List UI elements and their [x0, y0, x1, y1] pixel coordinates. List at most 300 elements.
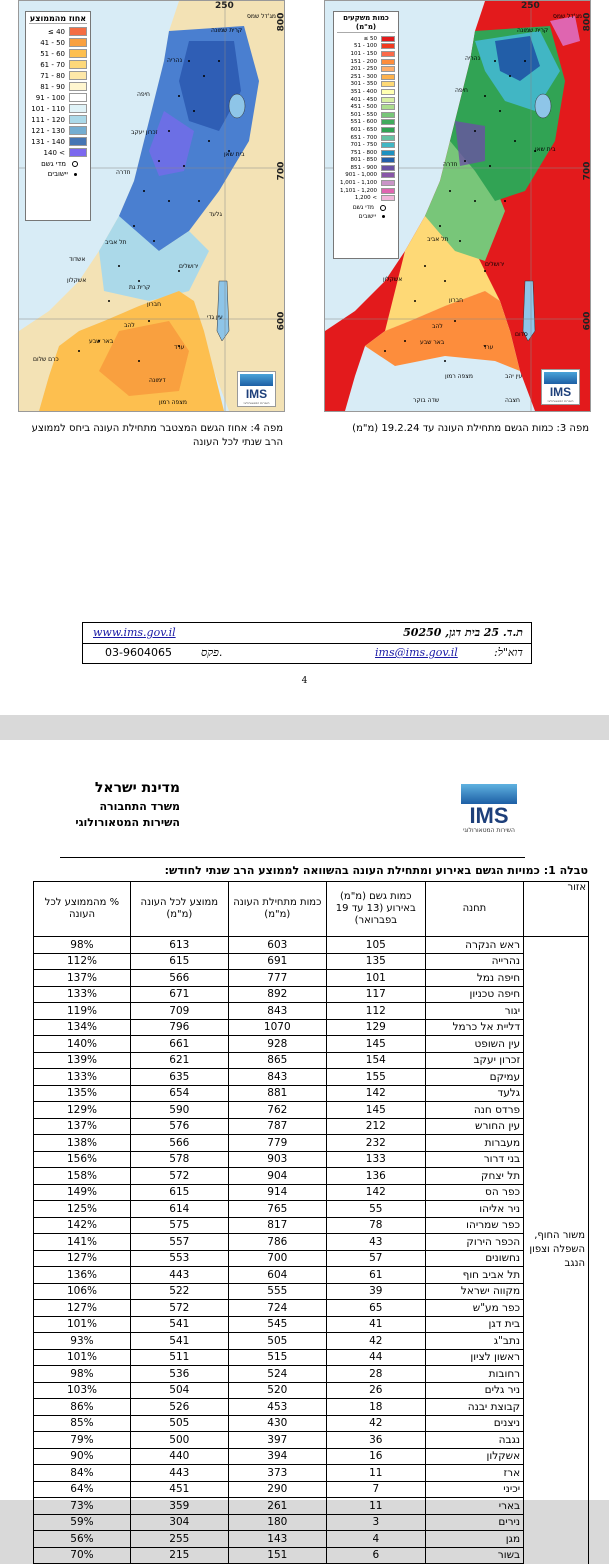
cell-avg: 590	[130, 1102, 228, 1119]
table-row	[34, 1531, 589, 1548]
cell-pct: 59%	[34, 1514, 131, 1531]
legend-entry	[337, 141, 395, 149]
table-row	[34, 1300, 589, 1317]
cell-station: תל יצחק	[425, 1168, 523, 1185]
legend-entry	[337, 119, 395, 127]
map4-place-label: קרית שמונה	[211, 27, 243, 34]
footer-address: ת.ד. 25 בית דגן, 50250	[403, 626, 523, 639]
legend-swatch	[69, 137, 87, 146]
cell-avg: 511	[130, 1349, 228, 1366]
map4-ims-logo: IMS השירות המטאורולוגי	[237, 371, 276, 407]
legend-entry	[337, 172, 395, 180]
table-row	[34, 1267, 589, 1284]
map4-place-label: חיפה	[137, 91, 150, 98]
cell-pct: 79%	[34, 1432, 131, 1449]
legend-label: 51 - 60	[40, 49, 65, 58]
cell-event: 18	[326, 1399, 425, 1416]
cell-avg: 255	[130, 1531, 228, 1548]
region-cell	[524, 1118, 589, 1135]
table-row	[34, 1085, 589, 1102]
region-cell	[524, 970, 589, 987]
region-cell	[524, 953, 589, 970]
region-cell	[524, 1465, 589, 1482]
map3-legend-title: כמות משקעים (מ"מ)	[337, 14, 395, 33]
cell-pct: 125%	[34, 1201, 131, 1218]
map4-place-label: ירושלים	[179, 263, 199, 270]
cell-pct: 149%	[34, 1184, 131, 1201]
cell-avg: 615	[130, 1184, 228, 1201]
legend-swatch	[381, 51, 395, 57]
cell-event: 129	[326, 1019, 425, 1036]
table-row	[34, 970, 589, 987]
legend-entry	[29, 92, 87, 103]
cell-avg: 613	[130, 937, 228, 954]
legend-swatch	[381, 74, 395, 80]
cell-pct: 158%	[34, 1168, 131, 1185]
cell-event: 155	[326, 1069, 425, 1086]
region-cell	[524, 1349, 589, 1366]
region-cell	[524, 1415, 589, 1432]
table-row	[34, 1547, 589, 1564]
map3-axis-x-label: 250	[521, 1, 540, 11]
legend-swatch	[381, 127, 395, 133]
cell-avg: 359	[130, 1498, 228, 1515]
cell-season: 843	[228, 1069, 326, 1086]
legend-swatch	[69, 93, 87, 102]
legend-swatch	[381, 43, 395, 49]
cell-avg: 541	[130, 1333, 228, 1350]
region-cell	[524, 1366, 589, 1383]
cell-season: 765	[228, 1201, 326, 1218]
cell-season: 786	[228, 1234, 326, 1251]
cell-avg: 522	[130, 1283, 228, 1300]
table-row	[34, 1514, 589, 1531]
cell-avg: 615	[130, 953, 228, 970]
col-season-header: כמות מתחילת העונה (מ"מ)	[228, 882, 326, 937]
legend-label: 901 - 1,000	[345, 172, 377, 179]
map4-place-label: חברון	[147, 301, 162, 308]
table-row	[34, 1003, 589, 1020]
cell-season: 914	[228, 1184, 326, 1201]
legend-swatch	[69, 71, 87, 80]
legend-swatch	[381, 165, 395, 171]
legend-swatch	[69, 27, 87, 36]
map4-place-label: כרם שלום	[33, 356, 59, 363]
cell-event: 55	[326, 1201, 425, 1218]
cell-station: ראש הנקרה	[425, 937, 523, 954]
cell-season: 700	[228, 1250, 326, 1267]
map3-place-label: חברון	[449, 297, 464, 304]
legend-swatch	[69, 115, 87, 124]
legend-label: 41 - 50	[40, 38, 65, 47]
map-rainfall-season	[324, 0, 591, 412]
cell-event: 142	[326, 1085, 425, 1102]
cell-pct: 127%	[34, 1250, 131, 1267]
cell-event: 26	[326, 1382, 425, 1399]
legend-swatch	[381, 172, 395, 178]
cell-event: 105	[326, 937, 425, 954]
cell-pct: 135%	[34, 1085, 131, 1102]
legend-label: 851 - 900	[350, 164, 377, 171]
cell-station: קבוצת יבנה	[425, 1399, 523, 1416]
table-row	[34, 1366, 589, 1383]
legend-label: 551 - 600	[350, 119, 377, 126]
cell-pct: 98%	[34, 937, 131, 954]
cell-season: 143	[228, 1531, 326, 1548]
legend-label: 71 - 80	[40, 71, 65, 80]
cell-pct: 119%	[34, 1003, 131, 1020]
table-row	[34, 1399, 589, 1416]
cell-station: הכפר הירוק	[425, 1234, 523, 1251]
legend-swatch	[381, 81, 395, 87]
table-row	[34, 1234, 589, 1251]
legend-swatch	[381, 195, 395, 201]
legend-entry	[29, 114, 87, 125]
legend-label: 801 - 850	[350, 157, 377, 164]
cell-avg: 671	[130, 986, 228, 1003]
cell-event: 101	[326, 970, 425, 987]
cell-season: 787	[228, 1118, 326, 1135]
cell-pct: 106%	[34, 1283, 131, 1300]
cell-avg: 578	[130, 1151, 228, 1168]
cell-station: בשור	[425, 1547, 523, 1564]
cell-event: 133	[326, 1151, 425, 1168]
cell-event: 78	[326, 1217, 425, 1234]
cell-avg: 536	[130, 1366, 228, 1383]
region-cell	[524, 1448, 589, 1465]
cell-avg: 557	[130, 1234, 228, 1251]
legend-entry	[337, 164, 395, 172]
cell-event: 7	[326, 1481, 425, 1498]
region-cell	[524, 1184, 589, 1201]
legend-swatch	[381, 119, 395, 125]
cell-pct: 133%	[34, 986, 131, 1003]
cell-avg: 505	[130, 1415, 228, 1432]
table-row	[34, 1382, 589, 1399]
map3-place-label: סדום	[515, 331, 528, 338]
table-header-row	[34, 882, 589, 937]
cell-pct: 127%	[34, 1300, 131, 1317]
cell-season: 373	[228, 1465, 326, 1482]
cell-event: 145	[326, 1036, 425, 1053]
map3-axis-y-low: 600	[582, 311, 593, 331]
cell-pct: 98%	[34, 1366, 131, 1383]
map3-caption: מפה 3: כמות הגשם מתחילת העונה עד 19.2.24 (מ"מ)	[352, 423, 589, 434]
cell-station: עין החורש	[425, 1118, 523, 1135]
legend-entry	[337, 187, 395, 195]
legend-swatch	[381, 180, 395, 186]
region-cell	[524, 1135, 589, 1152]
legend-label: 1,101 - 1,200	[340, 187, 377, 194]
legend-swatch	[381, 66, 395, 72]
legend-entry	[337, 50, 395, 58]
cell-pct: 134%	[34, 1019, 131, 1036]
table-row	[34, 1217, 589, 1234]
legend-swatch	[381, 89, 395, 95]
legend-entry	[337, 126, 395, 134]
cell-avg: 566	[130, 1135, 228, 1152]
cell-event: 11	[326, 1465, 425, 1482]
legend-swatch	[69, 126, 87, 135]
legend-swatch	[69, 49, 87, 58]
cell-event: 3	[326, 1514, 425, 1531]
cell-event: 11	[326, 1498, 425, 1515]
cell-avg: 443	[130, 1465, 228, 1482]
cell-season: 505	[228, 1333, 326, 1350]
cell-event: 135	[326, 953, 425, 970]
legend-label: 1,200 <	[354, 195, 377, 202]
cell-event: 145	[326, 1102, 425, 1119]
region-cell	[524, 1547, 589, 1564]
report-page-5	[0, 740, 609, 1562]
legend-swatch	[381, 135, 395, 141]
legend-label: 401 - 450	[350, 96, 377, 103]
map3-place-label: מצפה רמון	[445, 373, 473, 380]
map3-place-label: תל אביב	[427, 236, 449, 243]
cell-season: 843	[228, 1003, 326, 1020]
cell-season: 180	[228, 1514, 326, 1531]
cell-event: 142	[326, 1184, 425, 1201]
cell-event: 44	[326, 1349, 425, 1366]
table-row	[34, 1168, 589, 1185]
cell-avg: 504	[130, 1382, 228, 1399]
cell-station: נהרייה	[425, 953, 523, 970]
map4-legend	[25, 11, 91, 221]
cell-pct: 142%	[34, 1217, 131, 1234]
cell-station: נירים	[425, 1514, 523, 1531]
table-row	[34, 1118, 589, 1135]
cell-event: 4	[326, 1531, 425, 1548]
table-row	[34, 1102, 589, 1119]
cell-station: ארז	[425, 1465, 523, 1482]
map4-place-label: ערד	[174, 344, 185, 351]
cell-event: 154	[326, 1052, 425, 1069]
cell-event: 28	[326, 1366, 425, 1383]
cell-season: 151	[228, 1547, 326, 1564]
legend-label: 751 - 800	[350, 149, 377, 156]
table-row	[34, 1415, 589, 1432]
cell-pct: 84%	[34, 1465, 131, 1482]
col-pct-header: % מהממוצע לכל העונה	[34, 882, 131, 937]
cell-station: דליית אל כרמל	[425, 1019, 523, 1036]
cell-event: 112	[326, 1003, 425, 1020]
cell-event: 39	[326, 1283, 425, 1300]
legend-swatch	[381, 188, 395, 194]
region-cell	[524, 1300, 589, 1317]
legend-label: 351 - 400	[350, 88, 377, 95]
map4-place-label: נהריה	[167, 57, 182, 64]
footer-email-label: דוא"ל:	[493, 646, 523, 659]
table-row	[34, 1052, 589, 1069]
cell-avg: 553	[130, 1250, 228, 1267]
cell-event: 57	[326, 1250, 425, 1267]
cell-season: 865	[228, 1052, 326, 1069]
map4-place-label: זכרון יעקב	[131, 129, 158, 136]
legend-swatch	[69, 38, 87, 47]
cell-pct: 137%	[34, 1118, 131, 1135]
cell-pct: 140%	[34, 1036, 131, 1053]
header-ministry: משרד התחבורה	[99, 800, 180, 813]
map4-legend-title: אחוז מהממוצע	[29, 14, 87, 23]
cell-event: 136	[326, 1168, 425, 1185]
legend-label: 61 - 70	[40, 60, 65, 69]
region-cell	[524, 1531, 589, 1548]
region-cell	[524, 1432, 589, 1449]
cell-season: 524	[228, 1366, 326, 1383]
cell-station: פרדס חנה	[425, 1102, 523, 1119]
cell-pct: 133%	[34, 1069, 131, 1086]
map4-place-label: גלעד	[209, 211, 222, 218]
cell-station: עמיקם	[425, 1069, 523, 1086]
cell-avg: 635	[130, 1069, 228, 1086]
table-row	[34, 1316, 589, 1333]
footer-divider	[83, 643, 531, 644]
legend-entry	[337, 134, 395, 142]
legend-label: 91 - 100	[35, 93, 65, 102]
map4-place-label: אשקלון	[67, 277, 87, 284]
header-service: השירות המטאורולוגי	[75, 816, 180, 829]
legend-swatch	[69, 82, 87, 91]
legend-entry	[337, 58, 395, 66]
report-page-4	[0, 0, 609, 715]
cell-station: בארי	[425, 1498, 523, 1515]
cell-avg: 215	[130, 1547, 228, 1564]
cell-pct: 139%	[34, 1052, 131, 1069]
cell-pct: 138%	[34, 1135, 131, 1152]
cell-event: 43	[326, 1234, 425, 1251]
header-rule	[60, 857, 525, 858]
cell-avg: 443	[130, 1267, 228, 1284]
legend-entry	[29, 103, 87, 114]
map4-place-label: בית שאן	[224, 151, 245, 158]
legend-entry	[337, 35, 395, 43]
table-body	[34, 937, 589, 1564]
region-cell	[524, 1382, 589, 1399]
cell-station: כפר מע"ש	[425, 1300, 523, 1317]
legend-label: 140 <	[43, 148, 65, 157]
cell-avg: 709	[130, 1003, 228, 1020]
footer-fax-label: פקס.	[201, 646, 223, 659]
cell-avg: 451	[130, 1481, 228, 1498]
cell-season: 691	[228, 953, 326, 970]
region-cell	[524, 1069, 589, 1086]
footer-website-link[interactable]: www.ims.gov.il	[93, 626, 176, 639]
footer-email-link[interactable]: ims@ims.gov.il	[375, 646, 458, 659]
cell-pct: 85%	[34, 1415, 131, 1432]
cell-event: 41	[326, 1316, 425, 1333]
region-cell	[524, 1399, 589, 1416]
region-cell	[524, 1019, 589, 1036]
legend-label: ≤ 50	[363, 35, 377, 42]
footer-fax-number: 03-9604065	[105, 646, 172, 659]
cell-station: מקווה ישראל	[425, 1283, 523, 1300]
legend-entry	[29, 136, 87, 147]
cell-season: 724	[228, 1300, 326, 1317]
legend-label: 301 - 350	[350, 81, 377, 88]
cell-station: יגור	[425, 1003, 523, 1020]
cell-station: יכיני	[425, 1481, 523, 1498]
region-cell	[524, 1316, 589, 1333]
map3-place-label: להב	[432, 323, 443, 330]
legend-entry	[337, 43, 395, 51]
cell-station: אשקלון	[425, 1448, 523, 1465]
table-row	[34, 1019, 589, 1036]
cell-pct: 129%	[34, 1102, 131, 1119]
legend-swatch	[381, 36, 395, 42]
table-title: טבלה 1: כמויות הגשם באירוע ומתחילת העונה בהשוואה לממוצע הרב שנתי לחודש:	[164, 864, 588, 877]
cell-season: 904	[228, 1168, 326, 1185]
cell-season: 397	[228, 1432, 326, 1449]
cell-event: 232	[326, 1135, 425, 1152]
map4-caption: מפה 4: אחוז הגשם המצטבר מתחילת העונה ביחס לממוצע הרב שנתי לכל העונה	[31, 423, 283, 448]
legend-swatch	[381, 150, 395, 156]
map4-legend-gauge: מדי גשם	[29, 160, 87, 168]
table-row	[34, 1283, 589, 1300]
cell-pct: 103%	[34, 1382, 131, 1399]
cell-event: 117	[326, 986, 425, 1003]
map3-place-label: חצבה	[505, 397, 520, 404]
cell-avg: 575	[130, 1217, 228, 1234]
table-row	[34, 1498, 589, 1515]
region-cell	[524, 937, 589, 954]
cell-station: חיפה טכניון	[425, 986, 523, 1003]
cell-event: 42	[326, 1415, 425, 1432]
col-station-header: תחנה	[425, 882, 523, 937]
map3-place-label: באר שבע	[420, 339, 445, 346]
cell-station: בני דרור	[425, 1151, 523, 1168]
cell-avg: 304	[130, 1514, 228, 1531]
region-cell	[524, 1102, 589, 1119]
map3-place-label: ערד	[483, 344, 494, 351]
table-row	[34, 1036, 589, 1053]
cell-station: מעברות	[425, 1135, 523, 1152]
header-state: מדינת ישראל	[94, 780, 180, 796]
cell-pct: 101%	[34, 1316, 131, 1333]
legend-swatch	[381, 104, 395, 110]
cell-season: 777	[228, 970, 326, 987]
region-cell	[524, 1036, 589, 1053]
cell-avg: 572	[130, 1300, 228, 1317]
cell-event: 36	[326, 1432, 425, 1449]
legend-entry	[337, 111, 395, 119]
cell-season: 520	[228, 1382, 326, 1399]
legend-label: 601 - 650	[350, 126, 377, 133]
cell-season: 892	[228, 986, 326, 1003]
table-row	[34, 1069, 589, 1086]
map4-place-label: אשדוד	[69, 256, 86, 263]
legend-entry	[337, 81, 395, 89]
legend-entry	[29, 147, 87, 158]
legend-label: 51 - 100	[354, 43, 377, 50]
map4-place-label: קרית גת	[129, 284, 151, 291]
legend-label: 251 - 300	[350, 73, 377, 80]
legend-label: 651 - 700	[350, 134, 377, 141]
cell-season: 604	[228, 1267, 326, 1284]
legend-label: 451 - 500	[350, 104, 377, 111]
cell-pct: 112%	[34, 953, 131, 970]
legend-label: 201 - 250	[350, 66, 377, 73]
cell-avg: 654	[130, 1085, 228, 1102]
map3-legend	[333, 11, 399, 259]
legend-swatch	[381, 97, 395, 103]
cell-season: 928	[228, 1036, 326, 1053]
table-row	[34, 1465, 589, 1482]
legend-entry	[29, 59, 87, 70]
cell-station: נתב"ג	[425, 1333, 523, 1350]
map3-legend-rows	[337, 35, 395, 202]
map3-ims-logo: IMS השירות המטאורולוגי	[541, 369, 580, 405]
map3-legend-settlement: יישובים	[337, 213, 395, 220]
